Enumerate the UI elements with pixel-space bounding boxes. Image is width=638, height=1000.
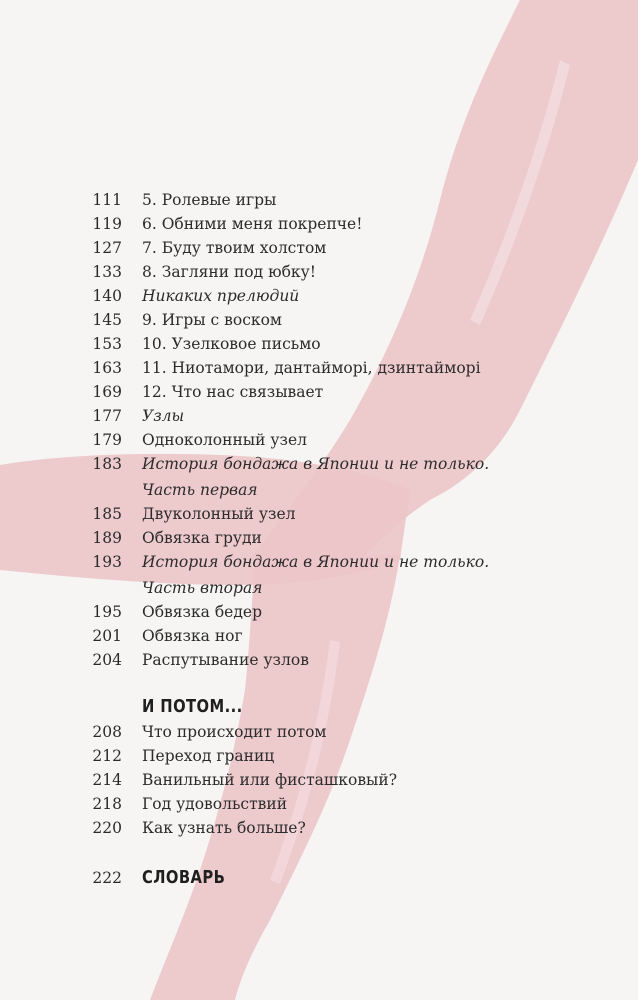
toc-entry-title: Переход границ: [142, 747, 275, 765]
toc-entry-title: Одноколонный узел: [142, 431, 307, 449]
toc-entry-title: Год удовольствий: [142, 795, 288, 813]
toc-entry-title: История бондажа в Японии и не только.: [142, 553, 490, 571]
toc-page-number: 145: [92, 311, 122, 329]
toc-page-number: 201: [92, 627, 122, 645]
toc-entry-title: Что происходит потом: [142, 723, 327, 741]
toc-entry-title: 6. Обними меня покрепче!: [142, 215, 363, 233]
toc-entry-title: 12. Что нас связывает: [142, 383, 324, 401]
toc-page-number: 204: [92, 651, 122, 669]
toc-page-number: 195: [92, 603, 122, 621]
toc-page-number: 183: [92, 455, 122, 473]
toc-page-number: 179: [92, 431, 122, 449]
toc-entry-title: 8. Загляни под юбку!: [142, 263, 316, 281]
toc-entry-title: Как узнать больше?: [142, 819, 306, 837]
toc-entry-title: 10. Узелковое письмо: [142, 335, 321, 353]
toc-entry-title: 11. Ниотамори, дантайморi, дзинтайморi: [142, 359, 481, 377]
glossary-heading: СЛОВАРЬ: [142, 867, 226, 888]
toc-entry-title: Распутывание узлов: [142, 651, 309, 669]
toc-entry-title: Обвязка груди: [142, 529, 262, 547]
toc-page-number: 177: [92, 407, 122, 425]
toc-page-number: 127: [92, 239, 122, 257]
toc-entry-title: История бондажа в Японии и не только.: [142, 455, 490, 473]
toc-entry-title: 9. Игры с воском: [142, 311, 282, 329]
toc-page-number: 119: [92, 215, 122, 233]
toc-page-number: 193: [92, 553, 122, 571]
toc-page-number: 208: [92, 723, 122, 741]
toc-page-number: 169: [92, 383, 122, 401]
toc-page-number: 185: [92, 505, 122, 523]
toc-page-number: 140: [92, 287, 122, 305]
toc-entry-title: Двуколонный узел: [142, 505, 296, 523]
toc-entry-title: Часть первая: [142, 481, 258, 499]
toc-page-number: 220: [92, 819, 122, 837]
toc-page-number: 189: [92, 529, 122, 547]
toc-entry-title: Ванильный или фисташковый?: [142, 771, 398, 789]
toc-entry-title: Обвязка бедер: [142, 603, 262, 621]
toc-entry-title: Узлы: [142, 407, 185, 425]
toc-entry-title: 7. Буду твоим холстом: [142, 239, 327, 257]
toc-entry-title: Обвязка ног: [142, 627, 243, 645]
toc-page-number: 212: [92, 747, 122, 765]
section-heading: И ПОТОМ...: [142, 696, 243, 717]
toc-page-number: 133: [92, 263, 122, 281]
toc-entry-title: 5. Ролевые игры: [142, 191, 277, 209]
toc-page-number: 214: [92, 771, 122, 789]
toc-page-number: 222: [92, 869, 122, 887]
toc-page-number: 163: [92, 359, 122, 377]
toc-page-number: 111: [92, 191, 122, 209]
toc-page-number: 153: [92, 335, 122, 353]
toc-page-number: 218: [92, 795, 122, 813]
toc-entry-title: Никаких прелюдий: [142, 287, 300, 305]
toc-entry-title: Часть вторая: [142, 579, 263, 597]
